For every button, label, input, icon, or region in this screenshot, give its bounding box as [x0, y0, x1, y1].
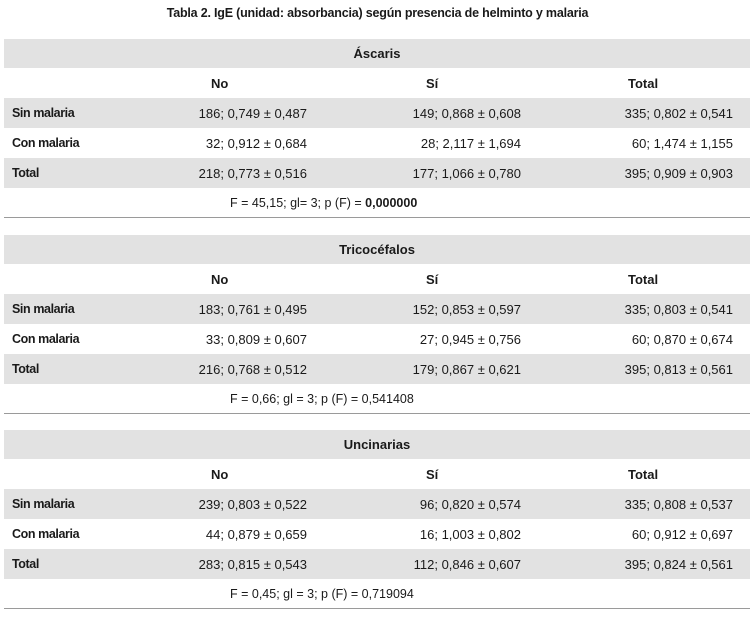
section-title: Uncinarias — [4, 430, 750, 459]
cell-si: 28; 2,117 ± 1,694 — [420, 135, 521, 151]
table-row — [4, 158, 750, 188]
cell-no: 32; 0,912 ± 0,684 — [205, 135, 307, 151]
table-row — [4, 354, 750, 384]
cell-total: 395; 0,909 ± 0,903 — [624, 165, 733, 181]
cell-total: 60; 0,912 ± 0,697 — [631, 526, 733, 542]
cell-si: 27; 0,945 ± 0,756 — [419, 331, 521, 347]
table-row — [4, 489, 750, 519]
column-header-si: Sí — [426, 75, 439, 91]
column-header-no: No — [211, 466, 229, 482]
table-row — [4, 549, 750, 579]
stat-prefix: F = 0,45; gl = 3; p (F) = — [230, 586, 362, 601]
stat-p-value: 0,719094 — [361, 586, 414, 601]
stat-prefix: F = 45,15; gl= 3; p (F) = — [230, 195, 366, 210]
row-label: Con malaria — [12, 332, 80, 346]
column-header-total: Total — [628, 271, 659, 287]
cell-si: 179; 0,867 ± 0,621 — [412, 361, 521, 377]
row-label: Total — [12, 557, 39, 571]
section-ascaris — [4, 39, 750, 218]
row-label: Sin malaria — [12, 106, 75, 120]
row-label: Total — [12, 362, 39, 376]
cell-no: 186; 0,749 ± 0,487 — [198, 105, 307, 121]
cell-total: 395; 0,813 ± 0,561 — [624, 361, 733, 377]
cell-total: 335; 0,808 ± 0,537 — [624, 496, 733, 512]
column-header-total: Total — [628, 75, 659, 91]
table-row — [4, 519, 750, 549]
table-row — [4, 128, 750, 158]
column-header-row — [4, 68, 750, 98]
column-header-si: Sí — [426, 271, 439, 287]
cell-no: 183; 0,761 ± 0,495 — [198, 301, 307, 317]
table-row — [4, 294, 750, 324]
cell-si: 149; 0,868 ± 0,608 — [412, 105, 521, 121]
table-row — [4, 98, 750, 128]
stat-p-value: 0,541408 — [361, 391, 414, 406]
cell-no: 218; 0,773 ± 0,516 — [198, 165, 307, 181]
stat-line — [4, 579, 750, 609]
cell-total: 335; 0,803 ± 0,541 — [624, 301, 733, 317]
section-title: Áscaris — [4, 39, 750, 68]
column-header-row — [4, 264, 750, 294]
cell-no: 216; 0,768 ± 0,512 — [198, 361, 307, 377]
column-header-row — [4, 459, 750, 489]
table-title: Tabla 2. IgE (unidad: absorbancia) según presencia de helminto y malaria — [166, 6, 589, 20]
table-row — [4, 324, 750, 354]
cell-no: 283; 0,815 ± 0,543 — [198, 556, 307, 572]
section-title: Tricocéfalos — [4, 235, 750, 264]
stat-p-value: 0,000000 — [365, 195, 418, 210]
cell-total: 335; 0,802 ± 0,541 — [624, 105, 733, 121]
cell-si: 152; 0,853 ± 0,597 — [412, 301, 521, 317]
stat-line — [4, 384, 750, 414]
cell-no: 44; 0,879 ± 0,659 — [205, 526, 307, 542]
cell-total: 395; 0,824 ± 0,561 — [624, 556, 733, 572]
column-header-total: Total — [628, 466, 659, 482]
stat-line — [4, 188, 750, 218]
cell-si: 96; 0,820 ± 0,574 — [419, 496, 521, 512]
cell-no: 33; 0,809 ± 0,607 — [205, 331, 307, 347]
cell-si: 177; 1,066 ± 0,780 — [412, 165, 521, 181]
column-header-no: No — [211, 75, 229, 91]
row-label: Sin malaria — [12, 302, 75, 316]
row-label: Con malaria — [12, 527, 80, 541]
cell-total: 60; 1,474 ± 1,155 — [631, 135, 733, 151]
cell-si: 16; 1,003 ± 0,802 — [419, 526, 521, 542]
column-header-si: Sí — [426, 466, 439, 482]
cell-si: 112; 0,846 ± 0,607 — [413, 556, 521, 572]
section-tricocefalos — [4, 235, 750, 414]
row-label: Con malaria — [12, 136, 80, 150]
stat-prefix: F = 0,66; gl = 3; p (F) = — [230, 391, 362, 406]
row-label: Total — [12, 166, 39, 180]
cell-no: 239; 0,803 ± 0,522 — [198, 496, 307, 512]
section-uncinarias — [4, 430, 750, 609]
row-label: Sin malaria — [12, 497, 75, 511]
column-header-no: No — [211, 271, 229, 287]
cell-total: 60; 0,870 ± 0,674 — [631, 331, 733, 347]
